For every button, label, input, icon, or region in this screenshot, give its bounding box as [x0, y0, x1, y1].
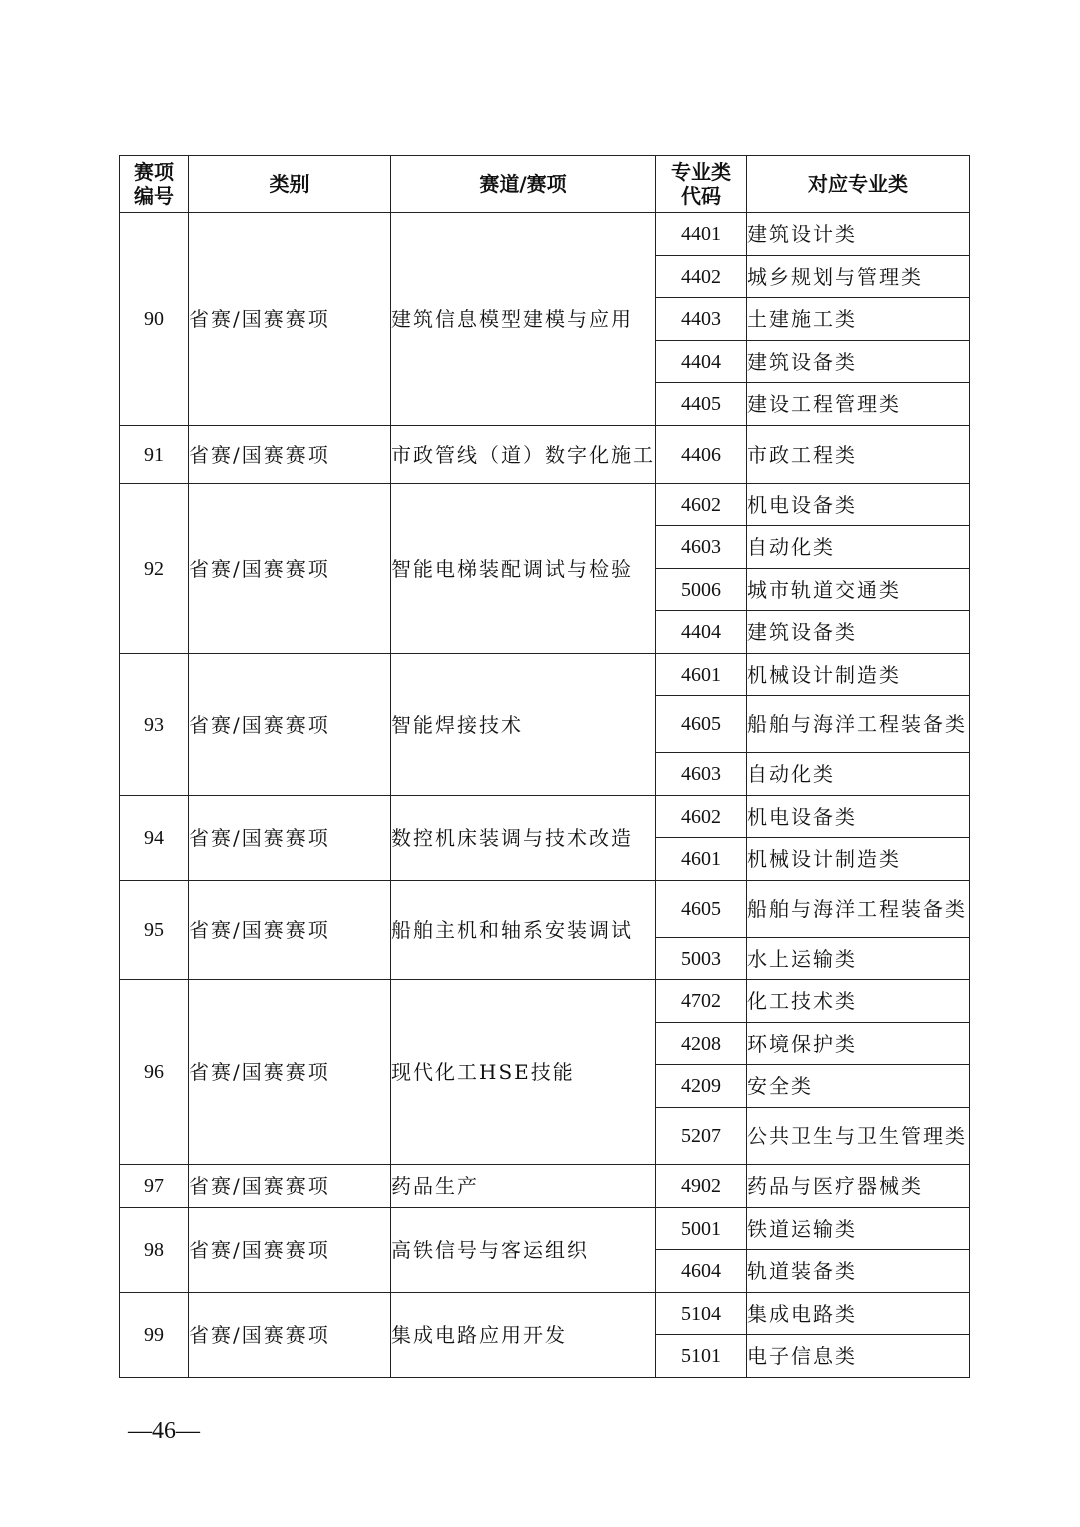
major-name-cell: 水上运输类 — [747, 938, 970, 980]
major-code-cell: 5006 — [656, 569, 747, 611]
major-name-cell: 机电设备类 — [747, 796, 970, 838]
major-code-cell: 4604 — [656, 1250, 747, 1293]
competition-number-cell: 90 — [120, 213, 189, 426]
major-name-cell: 铁道运输类 — [747, 1208, 970, 1250]
event-cell: 智能电梯装配调试与检验 — [391, 484, 656, 654]
competition-number-cell: 99 — [120, 1293, 189, 1378]
major-name-cell: 船舶与海洋工程装备类 — [747, 696, 970, 753]
major-code-cell: 4603 — [656, 753, 747, 796]
event-cell: 药品生产 — [391, 1165, 656, 1208]
major-name-cell: 建设工程管理类 — [747, 383, 970, 426]
table-body — [120, 213, 970, 1378]
major-name-cell: 安全类 — [747, 1065, 970, 1108]
major-name-cell: 机械设计制造类 — [747, 838, 970, 881]
page-number: —46— — [128, 1418, 200, 1444]
table-row — [120, 980, 970, 1023]
header-major: 对应专业类 — [747, 156, 970, 213]
event-cell: 市政管线（道）数字化施工 — [391, 426, 656, 484]
major-code-cell: 4404 — [656, 341, 747, 383]
major-code-cell: 5207 — [656, 1108, 747, 1165]
major-name-cell: 自动化类 — [747, 526, 970, 569]
competition-number-cell: 94 — [120, 796, 189, 881]
major-code-cell: 4902 — [656, 1165, 747, 1208]
header-category: 类别 — [189, 156, 391, 213]
event-cell: 集成电路应用开发 — [391, 1293, 656, 1378]
major-name-cell: 建筑设备类 — [747, 611, 970, 654]
table-row — [120, 1165, 970, 1208]
table-row — [120, 654, 970, 696]
competition-number-cell: 97 — [120, 1165, 189, 1208]
competition-number-cell: 93 — [120, 654, 189, 796]
table-row — [120, 1293, 970, 1335]
major-name-cell: 轨道装备类 — [747, 1250, 970, 1293]
major-name-cell: 机械设计制造类 — [747, 654, 970, 696]
event-cell: 建筑信息模型建模与应用 — [391, 213, 656, 426]
major-name-cell: 城市轨道交通类 — [747, 569, 970, 611]
table-row — [120, 213, 970, 256]
major-code-cell: 4404 — [656, 611, 747, 654]
major-name-cell: 市政工程类 — [747, 426, 970, 484]
major-name-cell: 土建施工类 — [747, 298, 970, 341]
major-name-cell: 公共卫生与卫生管理类 — [747, 1108, 970, 1165]
major-code-cell: 4602 — [656, 484, 747, 526]
major-code-cell: 4403 — [656, 298, 747, 341]
major-code-cell: 4208 — [656, 1023, 747, 1065]
major-code-cell: 4603 — [656, 526, 747, 569]
event-cell: 高铁信号与客运组织 — [391, 1208, 656, 1293]
major-code-cell: 4602 — [656, 796, 747, 838]
category-cell: 省赛/国赛赛项 — [189, 484, 391, 654]
header-event: 赛道/赛项 — [391, 156, 656, 213]
major-name-cell: 集成电路类 — [747, 1293, 970, 1335]
category-cell: 省赛/国赛赛项 — [189, 980, 391, 1165]
major-code-cell: 4401 — [656, 213, 747, 256]
major-code-cell: 4402 — [656, 256, 747, 298]
category-cell: 省赛/国赛赛项 — [189, 654, 391, 796]
major-code-cell: 4209 — [656, 1065, 747, 1108]
competition-number-cell: 92 — [120, 484, 189, 654]
table-header-row — [120, 156, 970, 213]
major-name-cell: 船舶与海洋工程装备类 — [747, 881, 970, 938]
event-cell: 现代化工HSE技能 — [391, 980, 656, 1165]
competition-table — [119, 155, 970, 1378]
major-code-cell: 5001 — [656, 1208, 747, 1250]
major-code-cell: 5104 — [656, 1293, 747, 1335]
major-code-cell: 4405 — [656, 383, 747, 426]
table-row — [120, 426, 970, 484]
category-cell: 省赛/国赛赛项 — [189, 1208, 391, 1293]
major-name-cell: 建筑设备类 — [747, 341, 970, 383]
major-name-cell: 化工技术类 — [747, 980, 970, 1023]
category-cell: 省赛/国赛赛项 — [189, 1293, 391, 1378]
major-name-cell: 机电设备类 — [747, 484, 970, 526]
major-code-cell: 5003 — [656, 938, 747, 980]
major-name-cell: 电子信息类 — [747, 1335, 970, 1378]
table-row — [120, 1208, 970, 1250]
event-cell: 数控机床装调与技术改造 — [391, 796, 656, 881]
table-row — [120, 796, 970, 838]
major-name-cell: 城乡规划与管理类 — [747, 256, 970, 298]
competition-number-cell: 96 — [120, 980, 189, 1165]
major-code-cell: 4601 — [656, 654, 747, 696]
major-code-cell: 4605 — [656, 696, 747, 753]
competition-number-cell: 98 — [120, 1208, 189, 1293]
category-cell: 省赛/国赛赛项 — [189, 213, 391, 426]
major-code-cell: 5101 — [656, 1335, 747, 1378]
category-cell: 省赛/国赛赛项 — [189, 1165, 391, 1208]
header-code: 专业类代码 — [656, 156, 747, 213]
table-row — [120, 881, 970, 938]
major-code-cell: 4702 — [656, 980, 747, 1023]
competition-number-cell: 91 — [120, 426, 189, 484]
competition-number-cell: 95 — [120, 881, 189, 980]
major-name-cell: 药品与医疗器械类 — [747, 1165, 970, 1208]
event-cell: 智能焊接技术 — [391, 654, 656, 796]
major-name-cell: 环境保护类 — [747, 1023, 970, 1065]
major-code-cell: 4601 — [656, 838, 747, 881]
category-cell: 省赛/国赛赛项 — [189, 881, 391, 980]
major-code-cell: 4406 — [656, 426, 747, 484]
major-name-cell: 建筑设计类 — [747, 213, 970, 256]
category-cell: 省赛/国赛赛项 — [189, 426, 391, 484]
table-row — [120, 484, 970, 526]
category-cell: 省赛/国赛赛项 — [189, 796, 391, 881]
event-cell: 船舶主机和轴系安装调试 — [391, 881, 656, 980]
header-num: 赛项编号 — [120, 156, 189, 213]
major-code-cell: 4605 — [656, 881, 747, 938]
major-name-cell: 自动化类 — [747, 753, 970, 796]
